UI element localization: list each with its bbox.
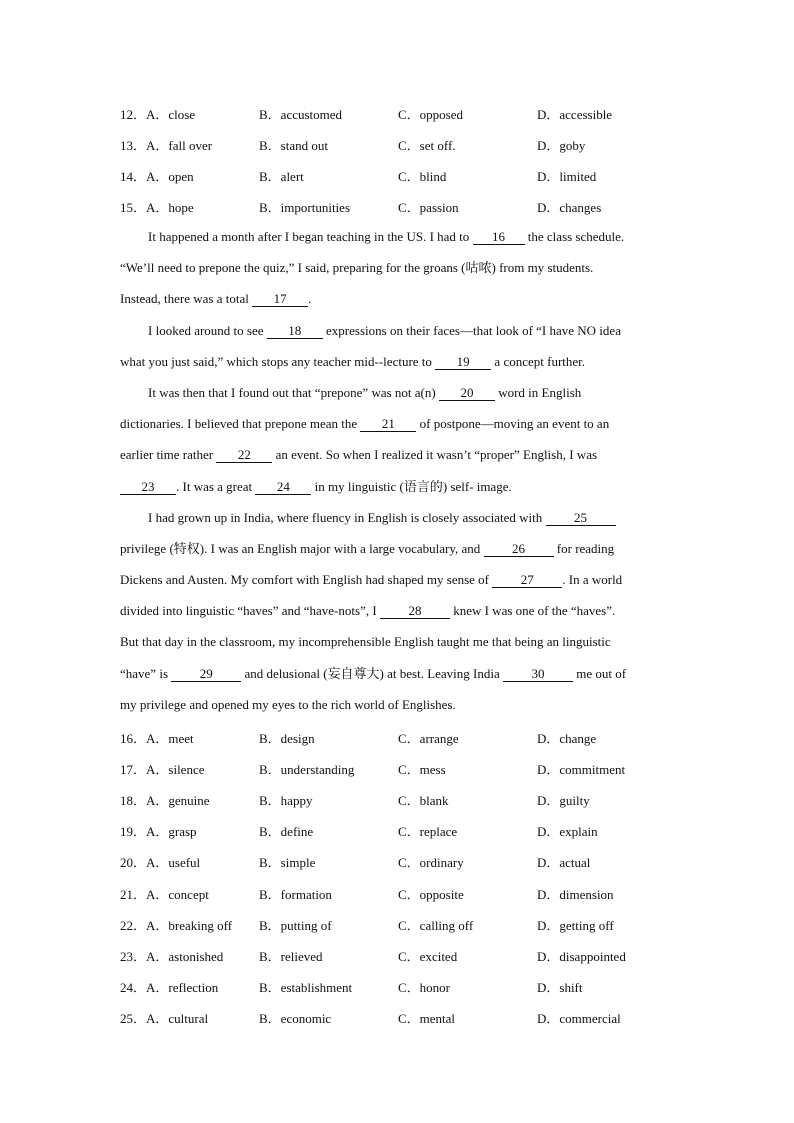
question-row [120, 166, 680, 186]
passage-text: divided into linguistic “haves” and “have-nots”, I [120, 603, 380, 619]
passage-text: . In a world [562, 572, 623, 588]
passage-line [120, 689, 680, 720]
passage-line [120, 221, 680, 252]
blank-23: 23 [120, 479, 176, 495]
question-number-and-option-a: 17．A．silence [120, 762, 205, 777]
option-d: D．accessible [537, 107, 613, 122]
passage-text: Instead, there was a total [120, 291, 253, 307]
option-c: C．set off. [398, 138, 456, 153]
option-c: C．arrange [398, 731, 459, 746]
passage-line [120, 439, 680, 470]
passage-text: an event. So when I realized it wasn’t “proper” English, I was [272, 447, 598, 463]
passage-line [120, 564, 680, 595]
question-number-and-option-a: 19．A．grasp [120, 824, 197, 839]
option-d: D．change [537, 731, 597, 746]
question-row [120, 977, 680, 997]
option-c: C．calling off [398, 918, 474, 933]
option-d: D．commitment [537, 762, 626, 777]
passage-line [120, 471, 680, 502]
question-number-and-option-a: 13．A．fall over [120, 138, 213, 153]
option-c: C．passion [398, 200, 459, 215]
passage-text: I had grown up in India, where fluency in English is closely associated with [148, 509, 546, 525]
passage-line [120, 283, 680, 314]
option-b: B．importunities [259, 200, 351, 215]
option-c: C．honor [398, 980, 451, 995]
passage-text: in my linguistic (语言的) self- image. [311, 478, 512, 494]
passage-text: “have” is [120, 665, 172, 681]
passage-line [120, 658, 680, 689]
question-row [120, 790, 680, 810]
option-d: D．explain [537, 824, 598, 839]
passage-line [120, 346, 680, 377]
passage-text: I looked around to see [148, 322, 267, 338]
question-number-and-option-a: 16．A．meet [120, 731, 194, 746]
option-d: D．goby [537, 138, 586, 153]
passage-text: But that day in the classroom, my incomprehensible English taught me that being an linguistic [120, 634, 611, 650]
passage-line [120, 626, 680, 657]
option-c: C．opposite [398, 887, 464, 902]
passage-text: a concept further. [491, 353, 586, 369]
option-b: B．stand out [259, 138, 328, 153]
blank-21: 21 [360, 416, 416, 432]
question-number-and-option-a: 24．A．reflection [120, 980, 219, 995]
passage-text: the class schedule. [524, 229, 625, 244]
passage-line [120, 502, 680, 533]
passage-text: It was then that I found out that “prepone” was not a(n) [148, 384, 439, 400]
question-number-and-option-a: 21．A．concept [120, 887, 209, 902]
question-number-and-option-a: 23．A．astonished [120, 949, 224, 964]
option-b: B．putting of [259, 918, 332, 933]
blank-26: 26 [484, 541, 554, 557]
passage-text: my privilege and opened my eyes to the rich world of Englishes. [120, 696, 456, 712]
passage-line [120, 408, 680, 439]
passage-text: . [308, 291, 312, 307]
question-number-and-option-a: 25．A．cultural [120, 1011, 209, 1026]
option-b: B．define [259, 824, 314, 839]
question-row [120, 884, 680, 904]
passage-text: of postpone—moving an event to an [416, 416, 610, 432]
passage-text: what you just said,” which stops any teacher mid--lecture to [120, 353, 436, 369]
passage-line [120, 315, 680, 346]
option-c: C．mental [398, 1011, 456, 1026]
question-number-and-option-a: 20．A．useful [120, 855, 201, 870]
blank-22: 22 [216, 447, 272, 463]
blank-18: 18 [267, 323, 323, 339]
cloze-passage [120, 221, 680, 720]
option-c: C．opposed [398, 107, 464, 122]
question-row [120, 852, 680, 872]
option-b: B．understanding [259, 762, 355, 777]
option-d: D．changes [537, 200, 602, 215]
blank-17: 17 [252, 291, 308, 307]
option-d: D．actual [537, 855, 591, 870]
blank-24: 24 [255, 479, 311, 495]
question-row [120, 104, 680, 124]
blank-25: 25 [546, 510, 616, 526]
option-d: D．disappointed [537, 949, 626, 964]
passage-text: and delusional (妄自尊大) at best. Leaving India [241, 665, 504, 681]
option-b: B．relieved [259, 949, 323, 964]
option-b: B．establishment [259, 980, 353, 995]
option-b: B．happy [259, 793, 313, 808]
question-row [120, 915, 680, 935]
option-b: B．design [259, 731, 315, 746]
question-row [120, 759, 680, 779]
option-c: C．excited [398, 949, 458, 964]
blank-20: 20 [439, 385, 495, 401]
passage-text: . It was a great [176, 478, 256, 494]
option-d: D．commercial [537, 1011, 621, 1026]
passage-text: for reading [553, 540, 615, 556]
option-b: B．formation [259, 887, 332, 902]
passage-text: “We’ll need to prepone the quiz,” I said, preparing for the groans (咕哝) from my students. [120, 260, 594, 276]
passage-line [120, 595, 680, 626]
passage-text: dictionaries. I believed that prepone mean the [120, 416, 361, 432]
question-row [120, 728, 680, 748]
question-number-and-option-a: 22．A．breaking off [120, 918, 233, 933]
option-b: B．accustomed [259, 107, 343, 122]
question-number-and-option-a: 14．A．open [120, 169, 194, 184]
question-number-and-option-a: 18．A．genuine [120, 793, 210, 808]
passage-text: It happened a month after I began teaching in the US. I had to [148, 229, 473, 244]
option-d: D．limited [537, 169, 597, 184]
passage-text: me out of [573, 665, 627, 681]
passage-line [120, 252, 680, 283]
passage-text: Dickens and Austen. My comfort with English had shaped my sense of [120, 572, 493, 588]
passage-text: earlier time rather [120, 447, 217, 463]
passage-text: word in English [494, 384, 582, 400]
option-d: D．dimension [537, 887, 614, 902]
option-b: B．economic [259, 1011, 332, 1026]
option-c: C．blank [398, 793, 449, 808]
question-row [120, 821, 680, 841]
passage-line [120, 377, 680, 408]
blank-19: 19 [435, 354, 491, 370]
question-row [120, 1008, 680, 1028]
passage-line [120, 533, 680, 564]
option-b: B．alert [259, 169, 304, 184]
question-row [120, 135, 680, 155]
question-number-and-option-a: 15．A．hope [120, 200, 194, 215]
option-d: D．guilty [537, 793, 590, 808]
passage-text: privilege (特权). I was an English major with a large vocabulary, and [120, 540, 484, 556]
question-number-and-option-a: 12．A．close [120, 107, 196, 122]
passage-text: expressions on their faces—that look of “I have NO idea [322, 322, 621, 338]
blank-28: 28 [380, 603, 450, 619]
blank-16: 16 [473, 229, 525, 245]
blank-30: 30 [503, 666, 573, 682]
blank-29: 29 [171, 666, 241, 682]
question-row [120, 197, 680, 217]
option-c: C．replace [398, 824, 458, 839]
option-d: D．shift [537, 980, 583, 995]
option-b: B．simple [259, 855, 316, 870]
blank-27: 27 [492, 572, 562, 588]
option-d: D．getting off [537, 918, 614, 933]
option-c: C．ordinary [398, 855, 464, 870]
passage-text: knew I was one of the “haves”. [449, 603, 616, 619]
option-c: C．blind [398, 169, 447, 184]
question-row [120, 946, 680, 966]
option-c: C．mess [398, 762, 446, 777]
